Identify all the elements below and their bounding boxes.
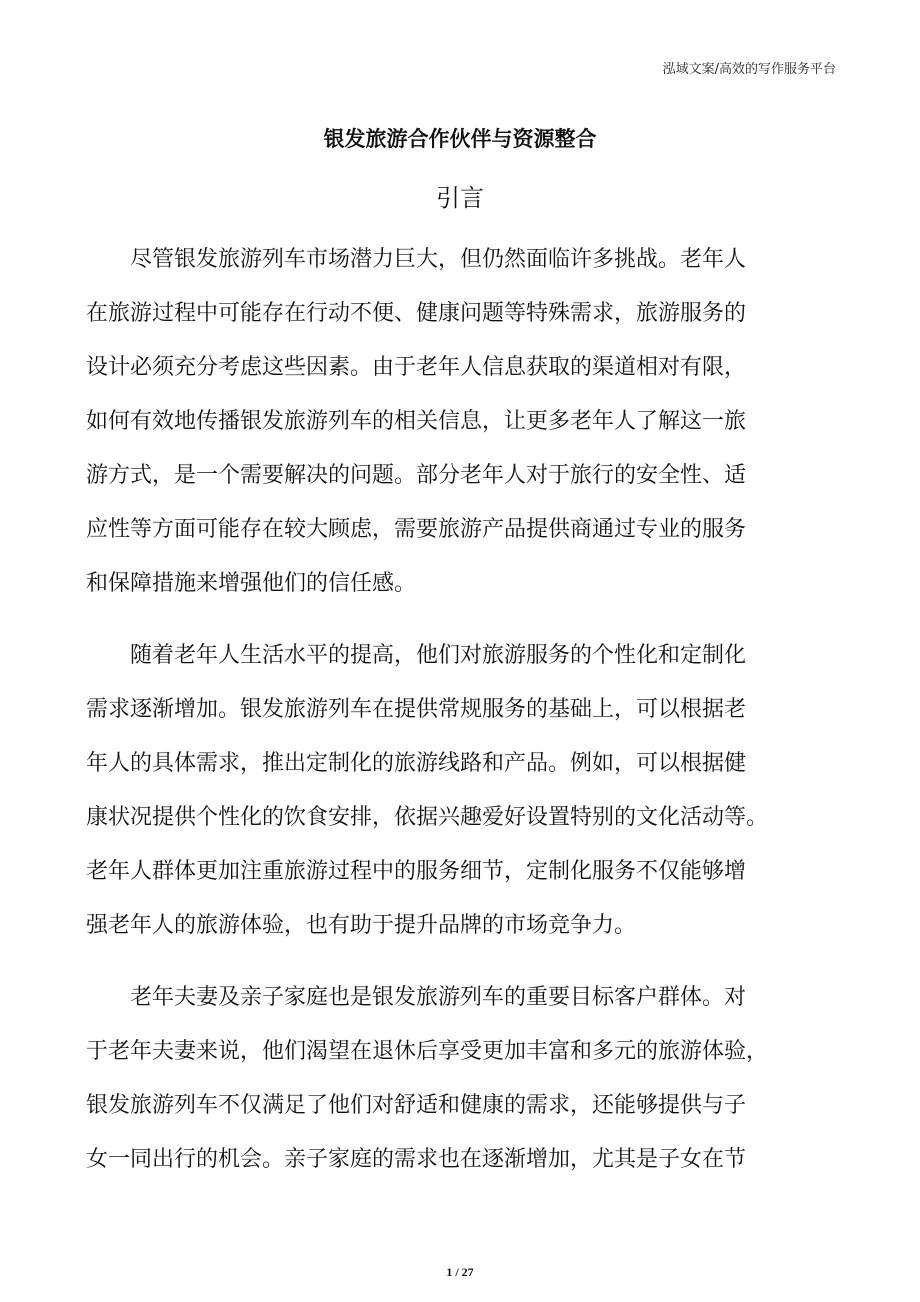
document-title: 银发旅游合作伙伴与资源整合 <box>323 127 597 151</box>
text-line: 老年夫妻及亲子家庭也是银发旅游列车的重要目标客户群体。对 <box>130 985 747 1010</box>
text-line: 在旅游过程中可能存在行动不便、健康问题等特殊需求，旅游服务的 <box>86 301 747 326</box>
paragraph-2 <box>86 629 834 953</box>
text-line: 老年人群体更加注重旅游过程中的服务细节，定制化服务不仅能够增 <box>86 859 747 884</box>
paragraph-1 <box>86 233 834 611</box>
text-line: 应性等方面可能存在较大顾虑，需要旅游产品提供商通过专业的服务 <box>86 517 747 542</box>
text-line: 随着老年人生活水平的提高，他们对旅游服务的个性化和定制化 <box>130 643 747 668</box>
document-body <box>86 233 834 1187</box>
text-line: 强老年人的旅游体验，也有助于提升品牌的市场竞争力。 <box>86 913 637 938</box>
page-number: 1 / 27 <box>446 1265 474 1279</box>
text-line: 银发旅游列车不仅满足了他们对舒适和健康的需求，还能够提供与子 <box>86 1093 747 1118</box>
text-line: 设计必须充分考虑这些因素。由于老年人信息获取的渠道相对有限， <box>86 355 747 380</box>
text-line: 年人的具体需求，推出定制化的旅游线路和产品。例如，可以根据健 <box>86 751 747 776</box>
text-line: 和保障措施来增强他们的信任感。 <box>86 571 417 596</box>
paragraph-3 <box>86 971 834 1187</box>
section-heading: 引言 <box>436 184 484 212</box>
page-header: 泓域文案/高效的写作服务平台 <box>662 62 836 77</box>
text-line: 康状况提供个性化的饮食安排，依据兴趣爱好设置特别的文化活动等。 <box>86 805 769 830</box>
text-line: 如何有效地传播银发旅游列车的相关信息，让更多老年人了解这一旅 <box>86 409 747 434</box>
text-line: 需求逐渐增加。银发旅游列车在提供常规服务的基础上，可以根据老 <box>86 697 747 722</box>
text-line: 女一同出行的机会。亲子家庭的需求也在逐渐增加，尤其是子女在节 <box>86 1147 747 1172</box>
text-line: 游方式，是一个需要解决的问题。部分老年人对于旅行的安全性、适 <box>86 463 747 488</box>
text-line: 于老年夫妻来说，他们渴望在退休后享受更加丰富和多元的旅游体验， <box>86 1039 769 1064</box>
text-line: 尽管银发旅游列车市场潜力巨大，但仍然面临许多挑战。老年人 <box>130 247 747 272</box>
